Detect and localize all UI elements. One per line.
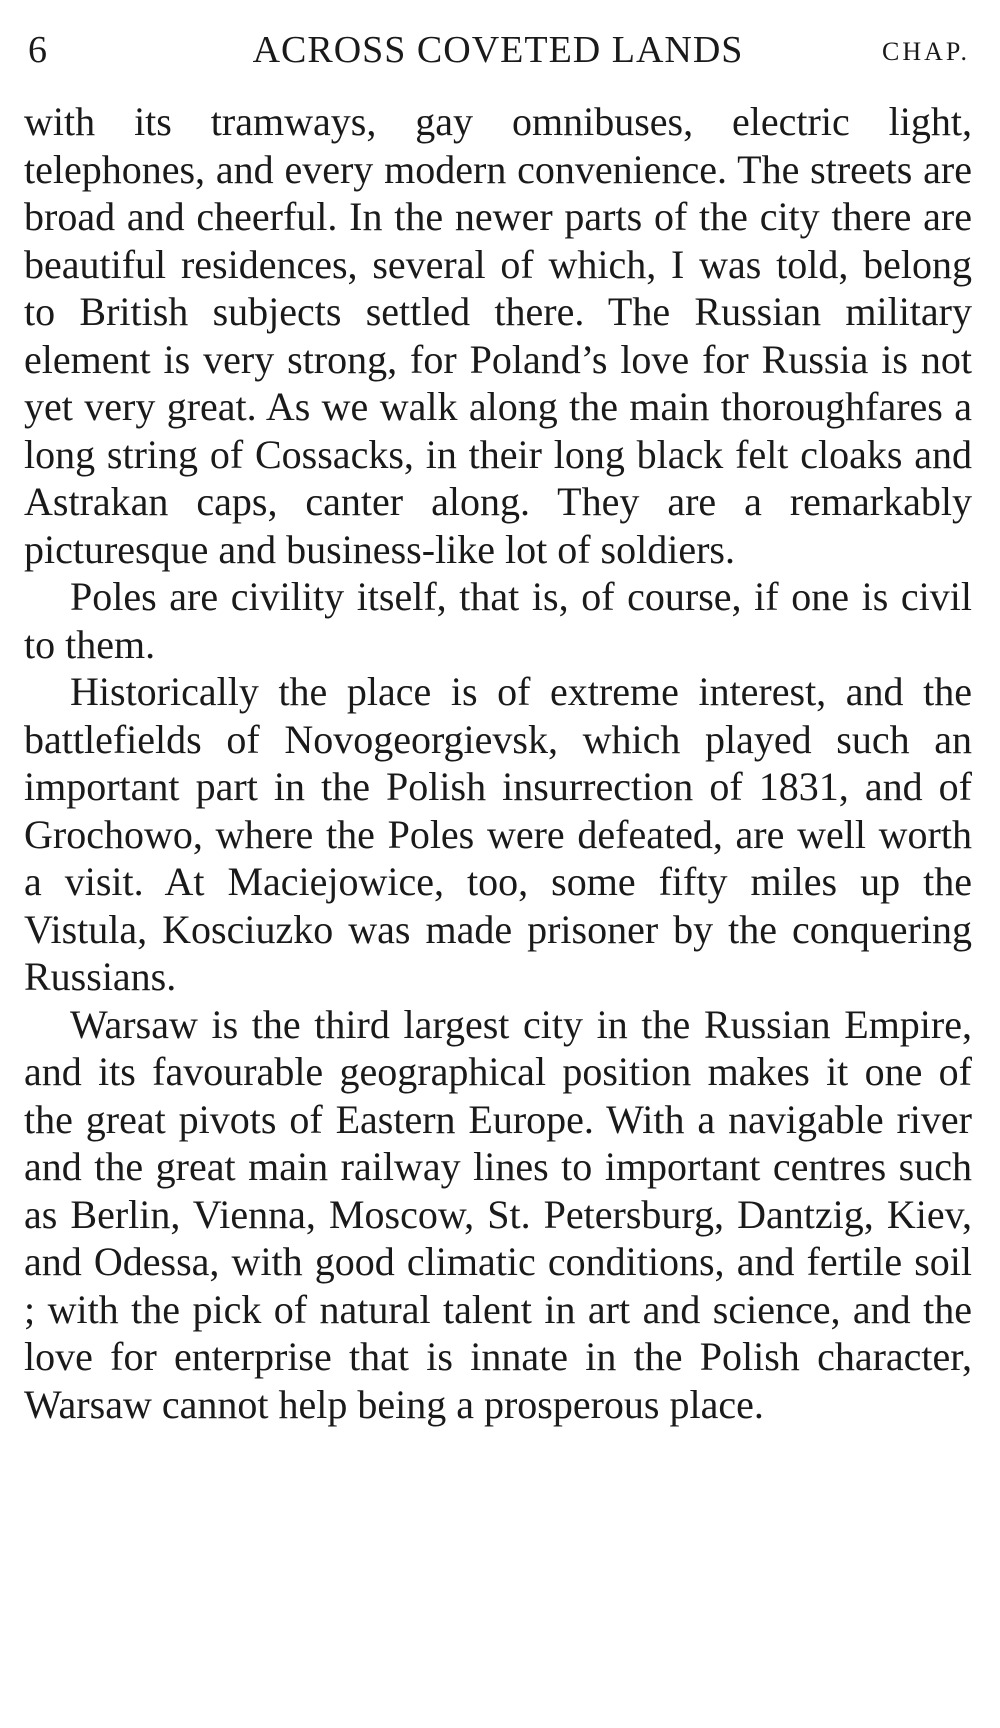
paragraph-continued: with its tramways, gay omnibuses, electric light, telephones, and every modern convenience. The streets are broad and cheerful. In the newer parts of the city there are beautiful residences, several of which, I was told, belong to British subjects settled there. The Russian military element is very strong, for Poland’s love for Russia is not yet very great. As we walk along the main thoroughfares a long string of Cossacks, in their long black felt cloaks and Astrakan caps, canter along. They are a remarkably picturesque and business-like lot of soldiers.	[24, 99, 972, 572]
running-title: ACROSS COVETED LANDS	[252, 29, 744, 71]
paragraph-poles-civility: Poles are civility itself, that is, of course, if one is civil to them.	[24, 574, 972, 667]
paragraph-historically: Historically the place is of extreme interest, and the battlefields of Novogeorgievsk, which played such an important part in the Polish insurrection of 1831, and of Grochowo, where the Poles were defeated, are well worth a visit. At Maciejowice, too, some fifty miles up the Vistula, Kosciuzko was made prisoner by the conquering Russians.	[24, 669, 972, 999]
page-number: 6	[28, 29, 47, 71]
book-page	[24, 28, 972, 1428]
paragraph-warsaw: Warsaw is the third largest city in the Russian Empire, and its favourable geographical position makes it one of the great pivots of Eastern Europe. With a navigable river and the great main railway lines to important centres such as Berlin, Vienna, Moscow, St. Petersburg, Dantzig, Kiev, and Odessa, with good climatic conditions, and fertile soil ; with the pick of natural talent in art and science, and the love for enterprise that is innate in the Polish character, Warsaw cannot help being a prosperous place.	[24, 1001, 972, 1427]
page-header	[24, 28, 972, 84]
chapter-label: CHAP.	[882, 37, 970, 66]
body-text	[24, 98, 972, 1428]
